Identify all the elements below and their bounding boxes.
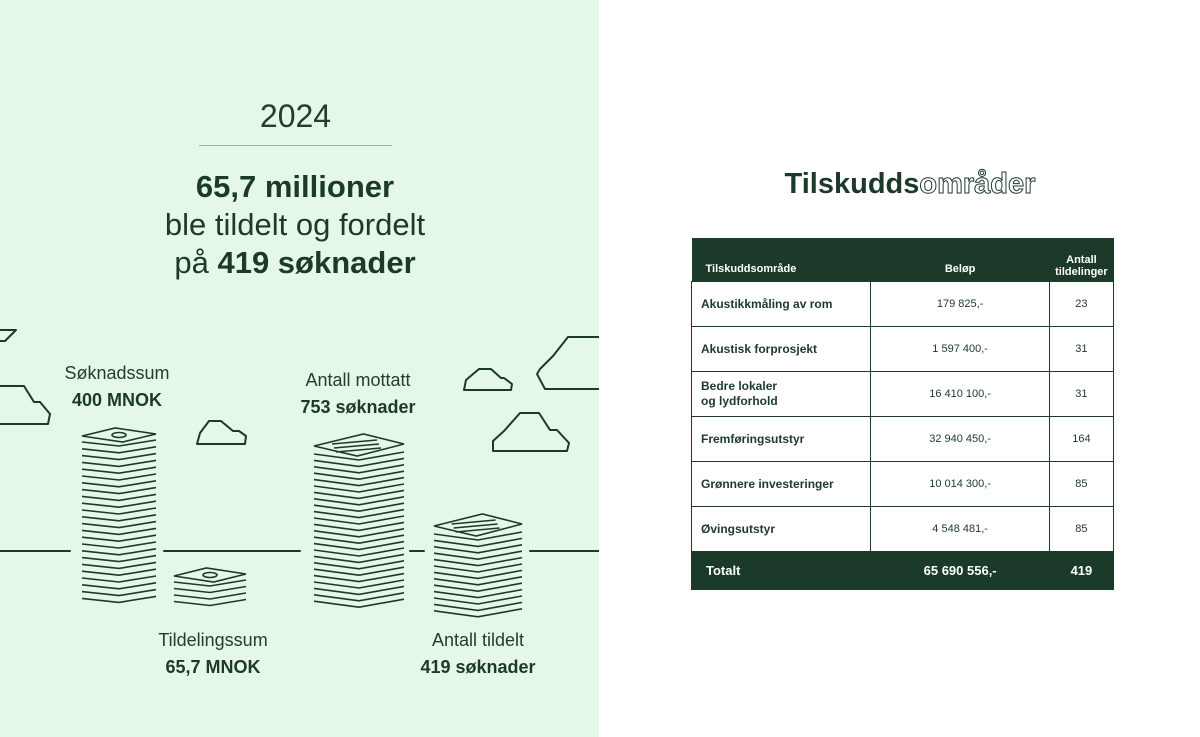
row-amount: 1 597 400,- [871,327,1049,372]
headline-line2: ble tildelt og fordelt [164,207,426,242]
row-count: 31 [1049,372,1113,417]
money-stack-icon [82,428,156,602]
stat-label: Tildelingssum [158,630,268,650]
header-area: Tilskuddsområde [692,238,871,282]
row-count: 23 [1049,282,1113,327]
row-amount: 10 014 300,- [871,462,1049,507]
stat-value: 65,7 MNOK [165,657,261,677]
row-area: Fremføringsutstyr [692,417,871,462]
stat-label: Søknadssum [64,363,170,383]
cloud-icon [537,337,599,389]
stat-value: 419 søknader [420,657,536,677]
cloud-icon [197,421,246,444]
stat-antall-tildelt [401,628,555,682]
row-amount: 16 410 100,- [871,372,1049,417]
header-count [1049,238,1113,282]
row-count: 85 [1049,507,1113,552]
table-row [692,507,1114,552]
header-amount: Beløp [871,238,1049,282]
stat-label: Antall tildelt [431,630,525,650]
stat-label: Antall mottatt [305,370,411,390]
total-label: Totalt [692,552,871,590]
row-amount: 32 940 450,- [871,417,1049,462]
stat-tildelingssum [136,628,290,682]
money-stack-icon [174,568,246,606]
row-area: Akustisk forprosjekt [692,327,871,372]
table-header-row [692,238,1114,282]
stat-antall-mottatt [281,368,435,422]
header-count-line1: Antall [1066,254,1097,266]
paper-stack-icon [314,434,404,607]
row-amount: 179 825,- [871,282,1049,327]
headline-amount: 65,7 millioner [195,169,395,204]
total-amount: 65 690 556,- [871,552,1049,590]
title-solid: Tilskudds [784,168,920,200]
summary-panel [0,0,599,737]
row-area: Øvingsutstyr [692,507,871,552]
row-area: Grønnere investeringer [692,462,871,507]
row-area: Akustikkmåling av rom [692,282,871,327]
section-title [700,168,1120,201]
grant-areas-table [691,238,1114,590]
row-area [692,372,871,417]
row-area-line1: Bedre lokaler [701,379,778,393]
stat-value: 400 MNOK [71,390,163,410]
headline-count: 419 søknader [217,245,416,280]
row-area-line2: og lydforhold [701,394,778,408]
total-count: 419 [1049,552,1113,590]
year-heading: 2024 [259,98,332,134]
row-count: 31 [1049,327,1113,372]
title-outline: områder [919,168,1036,200]
header-count-line2: tildelinger [1055,266,1108,278]
cloud-icon [0,330,16,341]
table-row [692,417,1114,462]
row-count: 164 [1049,417,1113,462]
stat-soknadssum [40,361,194,415]
paper-stack-icon [434,514,522,617]
cloud-icon [464,369,512,390]
table-row [692,462,1114,507]
table-total-row [692,552,1114,590]
table-row [692,372,1114,417]
row-amount: 4 548 481,- [871,507,1049,552]
row-count: 85 [1049,462,1113,507]
table-row [692,282,1114,327]
table-row [692,327,1114,372]
cloud-icon [493,413,569,451]
headline-prefix: på [174,245,209,280]
stat-value: 753 søknader [300,397,416,417]
